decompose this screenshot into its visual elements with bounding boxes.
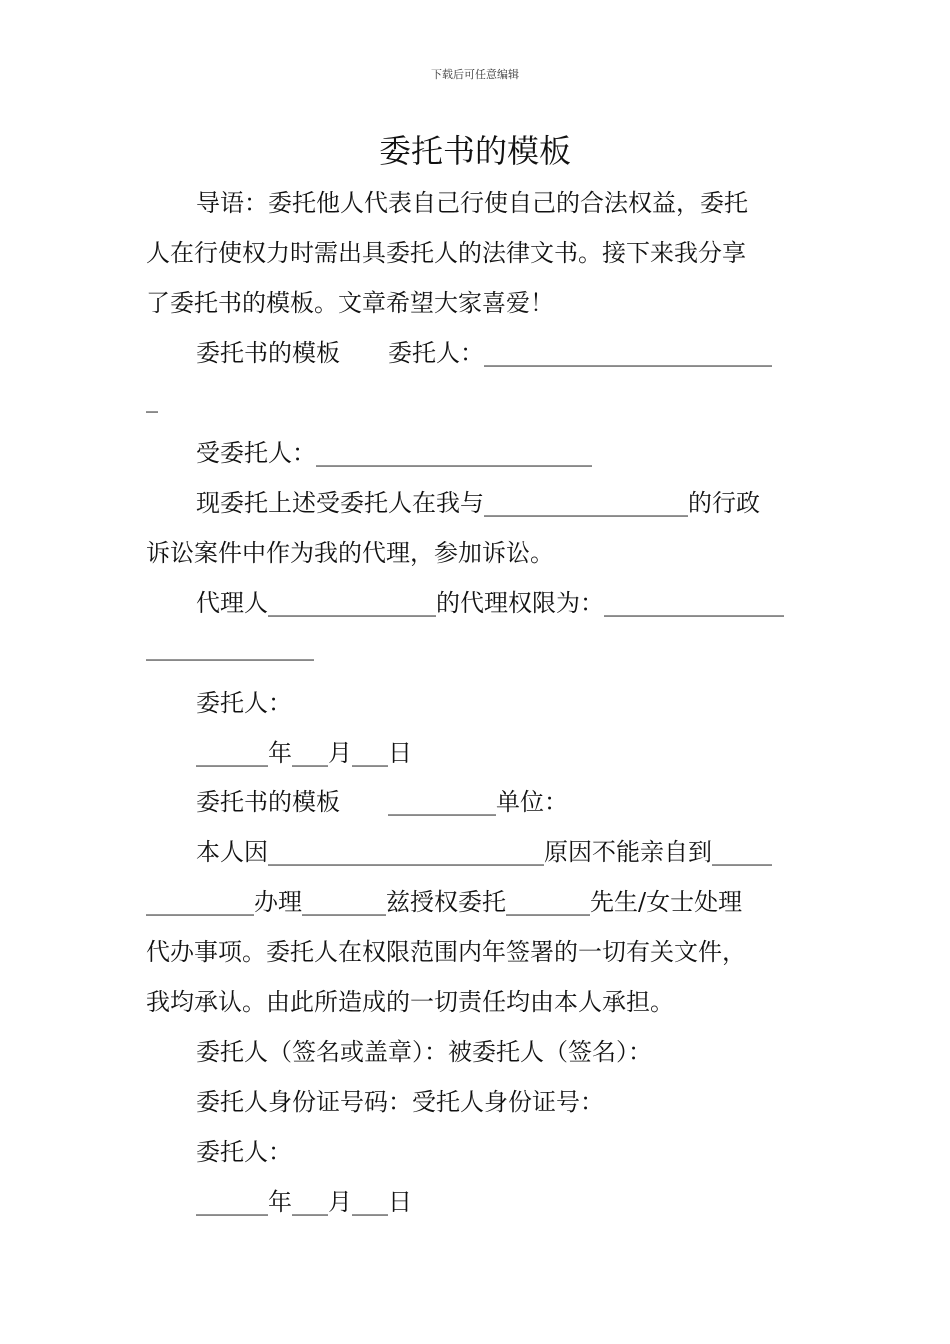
body-line: 委托人（签名或盖章）：被委托人（签名）： xyxy=(196,1038,652,1066)
body-line: 委托人身份证号码：受托人身份证号： xyxy=(196,1088,604,1116)
body-line: ______________ xyxy=(146,633,314,661)
body-line: 导语：委托他人代表自己行使自己的合法权益，委托 xyxy=(196,189,748,217)
body-line: _ xyxy=(146,385,158,413)
body-line: 受委托人：_______________________ xyxy=(196,439,592,467)
body-line: 我均承认。由此所造成的一切责任均由本人承担。 xyxy=(146,988,674,1016)
body-line: 委托人： xyxy=(196,1138,292,1166)
body-line: 了委托书的模板。文章希望大家喜爱！ xyxy=(146,289,554,317)
body-line: 诉讼案件中作为我的代理，参加诉讼。 xyxy=(146,539,554,567)
body-line: ______年___月___日 xyxy=(196,739,412,767)
body-line: 现委托上述受委托人在我与_________________的行政 xyxy=(196,489,760,517)
body-line: 本人因_______________________原因不能亲自到_____ xyxy=(196,838,772,866)
body-line: 委托书的模板 _________单位： xyxy=(196,788,568,816)
body-line: 委托人： xyxy=(196,689,292,717)
body-line: _________办理_______兹授权委托_______先生/女士处理 xyxy=(146,888,743,916)
page-header: 下载后可任意编辑 xyxy=(431,68,519,81)
body-line: ______年___月___日 xyxy=(196,1188,412,1216)
body-line: 代办事项。委托人在权限范围内年签署的一切有关文件， xyxy=(146,938,746,966)
body-line: 代理人______________的代理权限为：_______________ xyxy=(196,589,784,617)
body-line: 委托书的模板 委托人：________________________ xyxy=(196,339,772,367)
body-line: 人在行使权力时需出具委托人的法律文书。接下来我分享 xyxy=(146,239,746,267)
document-title: 委托书的模板 xyxy=(378,132,571,170)
